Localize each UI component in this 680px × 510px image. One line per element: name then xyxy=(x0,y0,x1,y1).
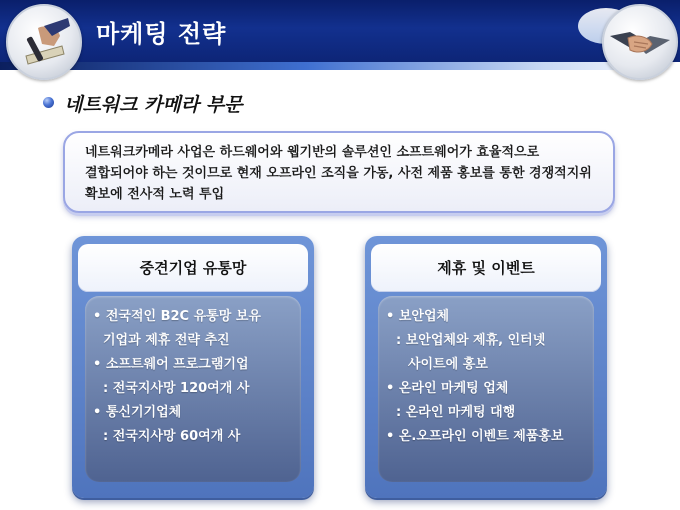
summary-text: 네트워크카메라 사업은 하드웨어와 웹기반의 솔루션인 소프트웨어가 효율적으로 결합되어야 하는 것이므로 현재 오프라인 조직을 가동, 사전 제품 홍보를 통한 경쟁적지위 확보에 전사적 노력 투입 xyxy=(85,145,592,202)
card-body xyxy=(378,296,594,482)
header-stripe xyxy=(0,62,680,70)
list-item: : 보안업체와 제휴, 인터넷 xyxy=(396,333,546,348)
pen-writing-icon xyxy=(6,4,82,80)
card-header xyxy=(371,244,601,292)
list-item: • 전국적인 B2C 유통망 보유 xyxy=(93,309,261,324)
list-item: • 온.오프라인 이벤트 제품홍보 xyxy=(386,429,564,444)
list-item: : 전국지사망 120여개 사 xyxy=(103,381,250,396)
list-item: : 전국지사망 60여개 사 xyxy=(103,429,241,444)
card-distribution xyxy=(72,236,314,498)
card-item-list xyxy=(386,305,592,449)
list-item: • 소프트웨어 프로그램기업 xyxy=(93,357,249,372)
list-item: 사이트에 홍보 xyxy=(408,357,488,372)
card-item-list xyxy=(93,305,299,449)
card-title: 제휴 및 이벤트 xyxy=(437,259,535,277)
card-body xyxy=(85,296,301,482)
list-item: • 통신기기업체 xyxy=(93,405,182,420)
card-header xyxy=(78,244,308,292)
blue-sphere-bullet-icon xyxy=(43,97,54,108)
section-subtitle: 네트워크 카메라 부문 xyxy=(64,94,243,116)
summary-box xyxy=(63,131,615,213)
card-title: 중견기업 유통망 xyxy=(139,259,247,277)
page-title: 마케팅 전략 xyxy=(96,20,227,48)
handshake-icon xyxy=(602,4,678,80)
list-item: • 온라인 마케팅 업체 xyxy=(386,381,509,396)
card-partnership xyxy=(365,236,607,498)
list-item: • 보안업체 xyxy=(386,309,450,324)
list-item: : 온라인 마케팅 대행 xyxy=(396,405,516,420)
list-item: 기업과 제휴 전략 추진 xyxy=(103,333,230,348)
